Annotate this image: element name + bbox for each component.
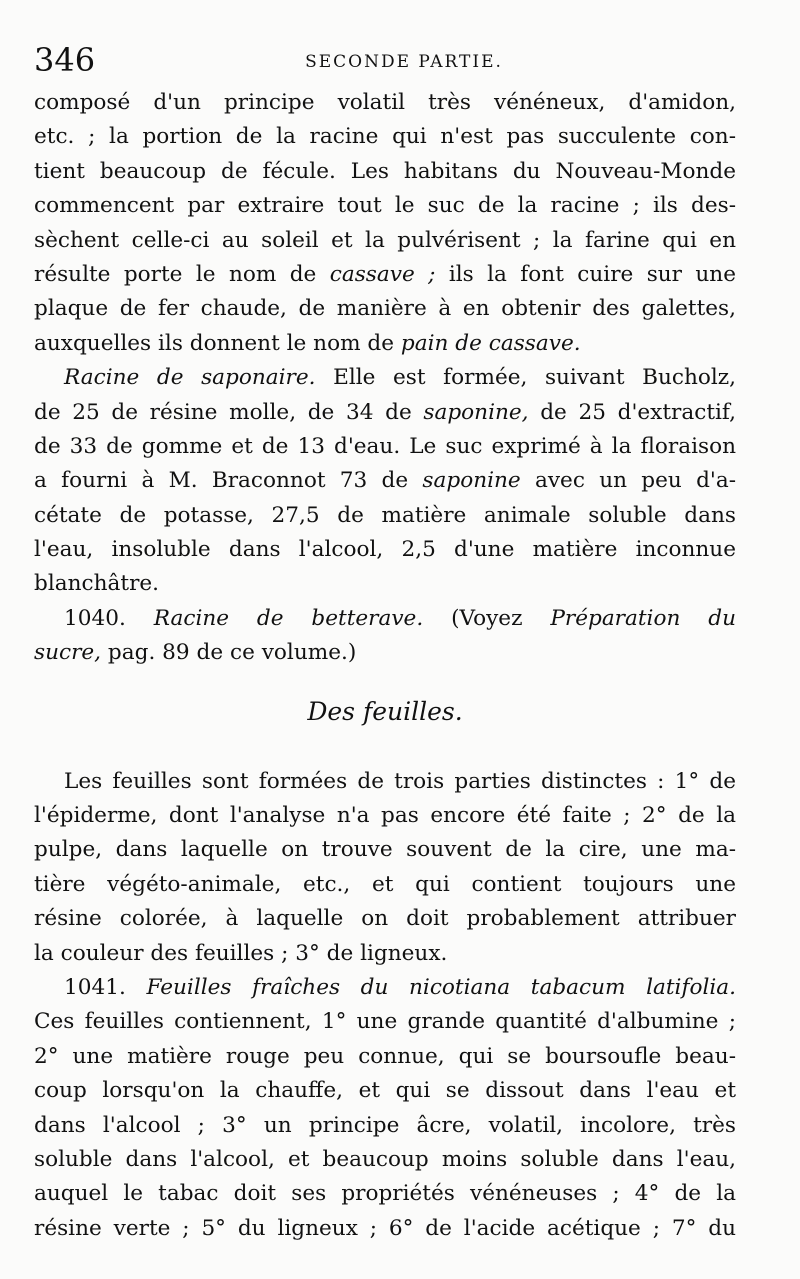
paragraph bbox=[34, 602, 736, 671]
italic-term: cassave ; bbox=[329, 261, 436, 287]
italic-term: Feuilles fraîches du nicotiana tabacum latifolia. bbox=[146, 974, 736, 1000]
text-line: dans l'alcool ; 3° un principe âcre, volatil, incolore, très bbox=[34, 1112, 736, 1138]
text-line: de 25 de résine molle, de 34 de saponine, de 25 d'extractif, bbox=[34, 399, 736, 425]
text-line: 1040. Racine de betterave. (Voyez Préparation du bbox=[64, 605, 736, 631]
text-line: résulte porte le nom de cassave ; ils la font cuire sur une bbox=[34, 261, 736, 287]
italic-term: Racine de betterave. bbox=[153, 605, 424, 631]
text-line: Racine de saponaire. Elle est formée, suivant Bucholz, bbox=[64, 365, 736, 391]
text-line: résine colorée, à laquelle on doit probablement attribuer bbox=[34, 906, 736, 932]
text-line: la couleur des feuilles ; 3° de ligneux. bbox=[34, 940, 448, 966]
text-line: 2° une matière rouge peu connue, qui se boursoufle beau- bbox=[34, 1043, 736, 1069]
text-line: l'épiderme, dont l'analyse n'a pas encore été faite ; 2° de la bbox=[34, 803, 736, 829]
text-line: de 33 de gomme et de 13 d'eau. Le suc exprimé à la floraison bbox=[34, 433, 736, 459]
running-head: SECONDE PARTIE. bbox=[305, 52, 503, 72]
italic-term: sucre, bbox=[34, 640, 102, 666]
italic-term: saponine bbox=[422, 468, 521, 494]
text-line: tière végéto-animale, etc., et qui contient toujours une bbox=[34, 871, 736, 897]
italic-term: saponine, bbox=[423, 399, 529, 425]
text-line: coup lorsqu'on la chauffe, et qui se dissout dans l'eau et bbox=[34, 1078, 736, 1104]
text-line: etc. ; la portion de la racine qui n'est pas succulente con- bbox=[34, 124, 736, 150]
page-body bbox=[34, 86, 736, 1246]
text-line: plaque de fer chaude, de manière à en obtenir des galettes, bbox=[34, 296, 736, 322]
text-line: Les feuilles sont formées de trois parties distinctes : 1° de bbox=[64, 768, 736, 794]
page-number: 346 bbox=[34, 41, 96, 79]
text-line: auxquelles ils donnent le nom de pain de cassave. bbox=[34, 330, 581, 356]
text-line: l'eau, insoluble dans l'alcool, 2,5 d'une matière inconnue bbox=[34, 537, 736, 563]
paragraph bbox=[34, 971, 736, 1246]
paragraph bbox=[34, 765, 736, 971]
page-header bbox=[34, 38, 774, 82]
text-line: sucre, pag. 89 de ce volume.) bbox=[34, 640, 357, 666]
text-line: commencent par extraire tout le suc de la racine ; ils des- bbox=[34, 193, 736, 219]
paragraph bbox=[34, 86, 736, 361]
italic-term: Préparation du bbox=[550, 605, 736, 631]
paragraph bbox=[34, 361, 736, 602]
text-line: cétate de potasse, 27,5 de matière animale soluble dans bbox=[34, 502, 736, 528]
text-line: soluble dans l'alcool, et beaucoup moins soluble dans l'eau, bbox=[34, 1146, 736, 1172]
text-line: composé d'un principe volatil très vénéneux, d'amidon, bbox=[34, 90, 736, 115]
text-line: auquel le tabac doit ses propriétés vénéneuses ; 4° de la bbox=[34, 1181, 736, 1207]
text-line: résine verte ; 5° du ligneux ; 6° de l'acide acétique ; 7° du bbox=[34, 1215, 736, 1241]
section-heading: Des feuilles. bbox=[307, 696, 463, 726]
text-line: Ces feuilles contiennent, 1° une grande quantité d'albumine ; bbox=[34, 1009, 736, 1035]
italic-term: pain de cassave. bbox=[400, 330, 581, 356]
text-line: pulpe, dans laquelle on trouve souvent de la cire, une ma- bbox=[34, 837, 736, 863]
text-line: sèchent celle-ci au soleil et la pulvérisent ; la farine qui en bbox=[34, 227, 736, 253]
text-line: 1041. Feuilles fraîches du nicotiana tabacum latifolia. bbox=[64, 974, 736, 1000]
text-line: a fourni à M. Braconnot 73 de saponine avec un peu d'a- bbox=[34, 468, 736, 494]
text-line: blanchâtre. bbox=[34, 571, 160, 597]
text-line: tient beaucoup de fécule. Les habitans du Nouveau-Monde bbox=[34, 158, 736, 184]
italic-term: Racine de saponaire. bbox=[64, 365, 316, 391]
